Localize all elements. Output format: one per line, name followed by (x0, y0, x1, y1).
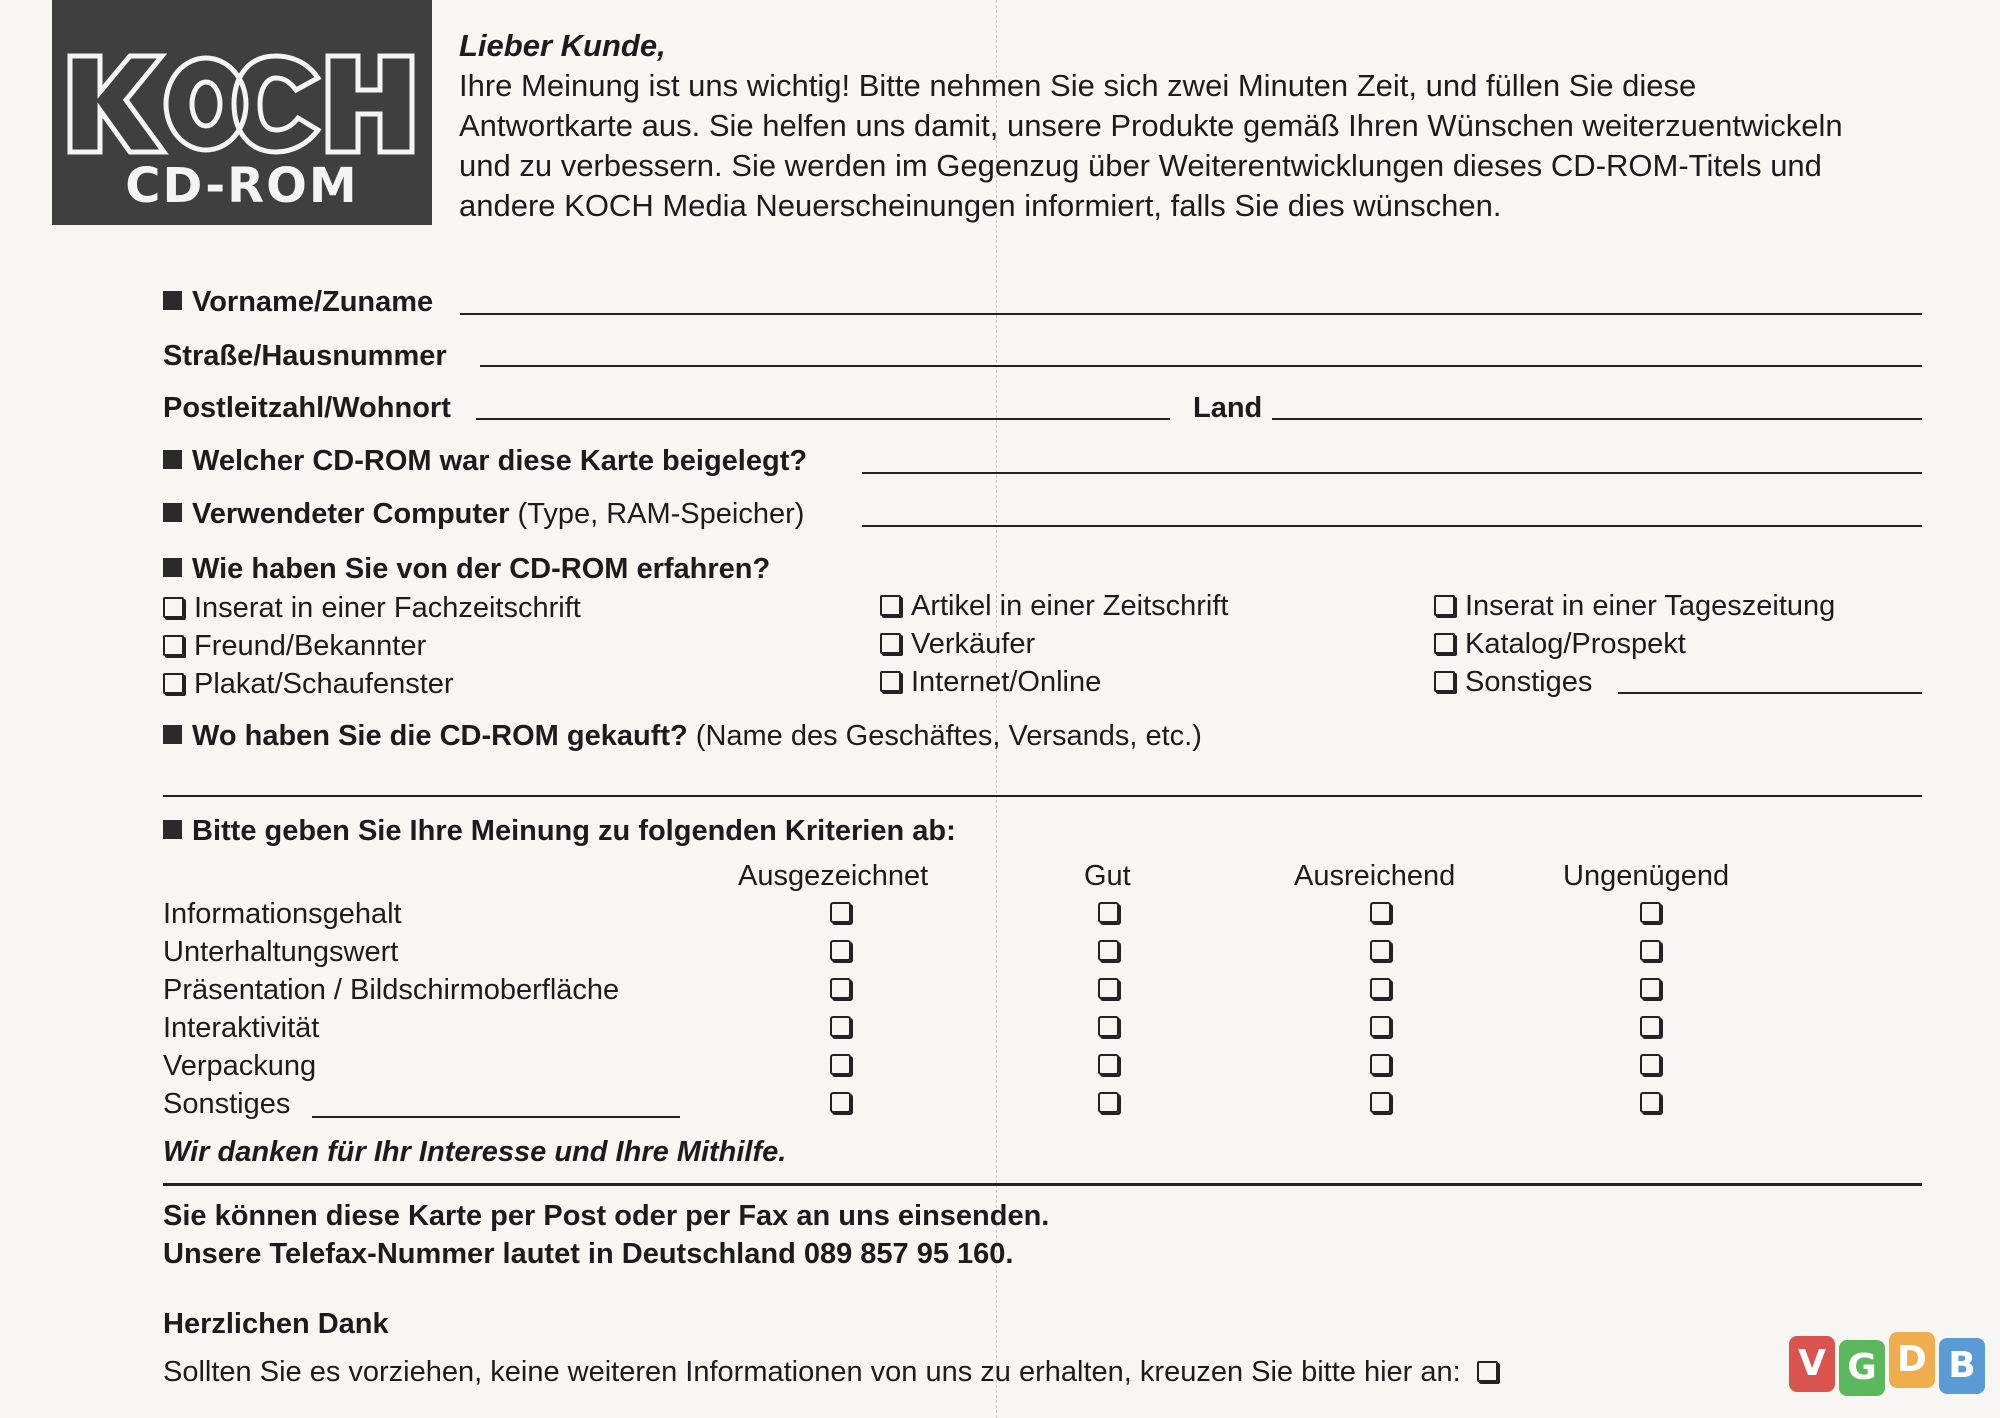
criterion-sonstiges: Sonstiges (163, 1088, 291, 1120)
option-katalog[interactable]: Katalog/Prospekt (1434, 628, 1686, 661)
bullet-square-icon (163, 558, 182, 577)
purchase-field[interactable] (163, 795, 1922, 797)
optout-checkbox[interactable] (1477, 1361, 1498, 1382)
computer-label: Verwendeter Computer (Type, RAM-Speicher) (163, 498, 804, 531)
send-info-line1: Sie können diese Karte per Post oder per Fax an uns einsenden. (163, 1200, 1050, 1232)
rating-checkbox[interactable] (830, 902, 851, 923)
checkbox-icon (1434, 633, 1455, 654)
send-info-line2: Unsere Telefax-Nummer lautet in Deutschland 089 857 95 160. (163, 1238, 1014, 1270)
option-sonstiges[interactable]: Sonstiges (1434, 666, 1592, 699)
closing-text: Herzlichen Dank (163, 1308, 389, 1340)
checkbox-icon (1434, 671, 1455, 692)
bullet-square-icon (163, 450, 182, 469)
koch-wordmark (66, 48, 418, 160)
rating-checkbox[interactable] (830, 940, 851, 961)
rating-checkbox[interactable] (830, 1016, 851, 1037)
intro-line: Antwortkarte aus. Sie helfen uns damit, unsere Produkte gemäß Ihren Wünschen weiterzuentwickeln (459, 108, 1843, 143)
rating-checkbox[interactable] (1640, 1054, 1661, 1075)
checkbox-icon (163, 673, 184, 694)
rating-checkbox[interactable] (830, 1054, 851, 1075)
rating-checkbox[interactable] (1640, 1016, 1661, 1037)
checkbox-icon (163, 635, 184, 656)
criterion-interaktivitaet: Interaktivität (163, 1012, 320, 1044)
rating-checkbox[interactable] (1370, 1016, 1391, 1037)
bullet-square-icon (163, 820, 182, 839)
column-gut: Gut (1084, 860, 1131, 892)
criterion-sonstiges-field[interactable] (312, 1116, 680, 1118)
rating-checkbox[interactable] (830, 978, 851, 999)
option-zeitschrift[interactable]: Artikel in einer Zeitschrift (880, 590, 1229, 623)
column-ausgezeichnet: Ausgezeichnet (738, 860, 929, 892)
rating-checkbox[interactable] (1640, 940, 1661, 961)
intro-line: Ihre Meinung ist uns wichtig! Bitte nehmen Sie sich zwei Minuten Zeit, und füllen Sie diese (459, 68, 1697, 103)
rating-checkbox[interactable] (1370, 902, 1391, 923)
checkbox-icon (1434, 595, 1455, 616)
rating-checkbox[interactable] (1370, 1054, 1391, 1075)
criterion-unterhaltungswert: Unterhaltungswert (163, 936, 399, 968)
optout-text: Sollten Sie es vorziehen, keine weiteren Informationen von uns zu erhalten, kreuzen Sie bitte hier an: (163, 1356, 1508, 1389)
greeting: Lieber Kunde, (459, 28, 666, 63)
criterion-praesentation: Präsentation / Bildschirmoberfläche (163, 974, 620, 1006)
column-ausreichend: Ausreichend (1294, 860, 1456, 892)
zip-city-field[interactable] (476, 418, 1170, 420)
purchase-question-title: Wo haben Sie die CD-ROM gekauft? (Name des Geschäftes, Versands, etc.) (163, 720, 1202, 753)
divider (163, 1183, 1922, 1186)
street-label: Straße/Hausnummer (163, 340, 447, 372)
rating-checkbox[interactable] (1640, 1092, 1661, 1113)
column-ungenuegend: Ungenügend (1563, 860, 1730, 892)
watermark-letter: G (1839, 1340, 1885, 1396)
computer-field[interactable] (862, 525, 1922, 527)
rating-checkbox[interactable] (1370, 978, 1391, 999)
country-label: Land (1193, 392, 1263, 424)
zip-city-label: Postleitzahl/Wohnort (163, 392, 451, 424)
watermark-letter: B (1939, 1338, 1985, 1394)
criterion-verpackung: Verpackung (163, 1050, 317, 1082)
rating-checkbox[interactable] (1098, 1092, 1119, 1113)
intro-line: andere KOCH Media Neuerscheinungen informiert, falls Sie dies wünschen. (459, 188, 1502, 223)
option-internet[interactable]: Internet/Online (880, 666, 1101, 699)
watermark-letter: D (1889, 1332, 1935, 1388)
checkbox-icon (880, 595, 901, 616)
bullet-square-icon (163, 503, 182, 522)
koch-logo (52, 0, 432, 225)
name-label: Vorname/Zuname (163, 286, 433, 319)
rating-checkbox[interactable] (1098, 940, 1119, 961)
name-field[interactable] (460, 313, 1922, 315)
rating-checkbox[interactable] (1640, 978, 1661, 999)
cdrom-field[interactable] (862, 472, 1922, 474)
rating-checkbox[interactable] (1098, 1054, 1119, 1075)
rating-title: Bitte geben Sie Ihre Meinung zu folgenden Kriterien ab: (163, 815, 956, 848)
checkbox-icon (880, 671, 901, 692)
option-verkaeufer[interactable]: Verkäufer (880, 628, 1035, 661)
intro-text (459, 26, 1979, 226)
rating-checkbox[interactable] (1098, 978, 1119, 999)
option-plakat[interactable]: Plakat/Schaufenster (163, 668, 454, 701)
watermark-letter: V (1789, 1336, 1835, 1392)
source-question-title: Wie haben Sie von der CD-ROM erfahren? (163, 553, 770, 586)
rating-checkbox[interactable] (1370, 940, 1391, 961)
bullet-square-icon (163, 291, 182, 310)
rating-checkbox[interactable] (1098, 1016, 1119, 1037)
checkbox-icon (880, 633, 901, 654)
thanks-text: Wir danken für Ihr Interesse und Ihre Mithilfe. (163, 1136, 787, 1168)
option-tageszeitung[interactable]: Inserat in einer Tageszeitung (1434, 590, 1835, 623)
intro-line: und zu verbessern. Sie werden im Gegenzug über Weiterentwicklungen dieses CD-ROM-Titels und (459, 148, 1822, 183)
bullet-square-icon (163, 725, 182, 744)
logo-subtitle: CD-ROM (125, 158, 359, 214)
cdrom-question-label: Welcher CD-ROM war diese Karte beigelegt? (163, 445, 807, 478)
rating-checkbox[interactable] (1098, 902, 1119, 923)
option-freund[interactable]: Freund/Bekannter (163, 630, 426, 663)
rating-checkbox[interactable] (830, 1092, 851, 1113)
rating-checkbox[interactable] (1640, 902, 1661, 923)
country-field[interactable] (1272, 418, 1922, 420)
checkbox-icon (163, 597, 184, 618)
vgdb-watermark (1789, 1332, 1989, 1396)
option-fachzeitschrift[interactable]: Inserat in einer Fachzeitschrift (163, 592, 581, 625)
sonstiges-field[interactable] (1618, 692, 1922, 694)
rating-checkbox[interactable] (1370, 1092, 1391, 1113)
street-field[interactable] (480, 365, 1922, 367)
criterion-informationsgehalt: Informationsgehalt (163, 898, 402, 930)
